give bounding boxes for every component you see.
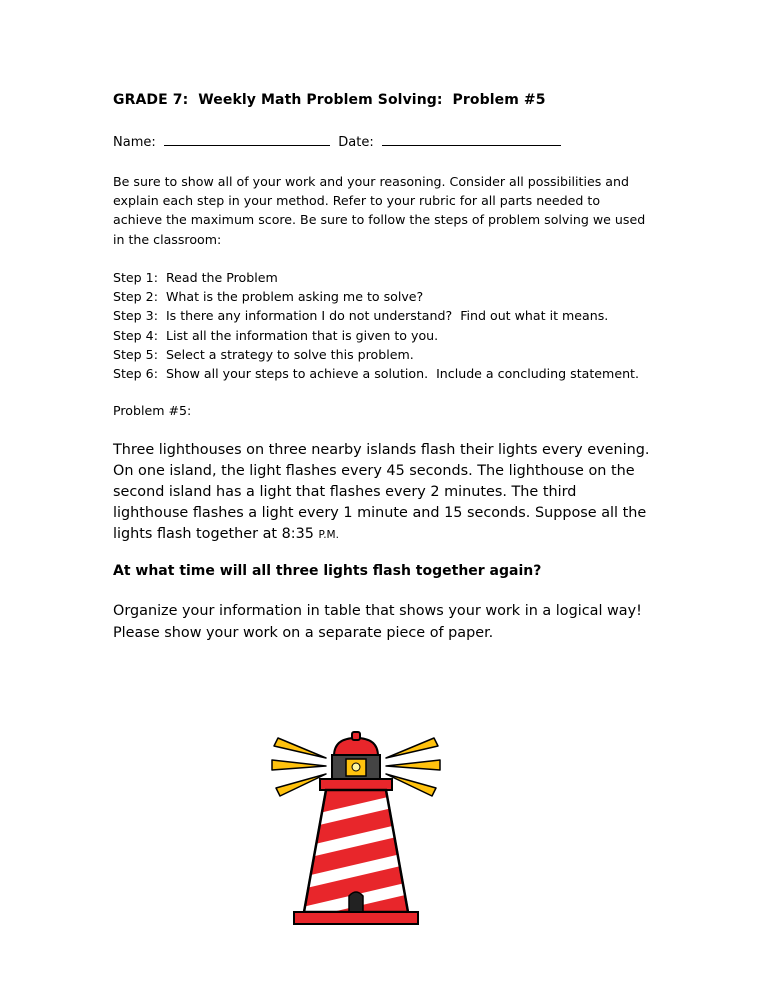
organize-instructions (113, 601, 673, 644)
page-title: GRADE 7: Weekly Math Problem Solving: Problem #5 (113, 92, 546, 108)
problem-question: At what time will all three lights flash together again? (113, 563, 542, 579)
step-6: Step 6: Show all your steps to achieve a solution. Include a concluding statement. (113, 366, 639, 382)
name-blank (164, 133, 330, 146)
lighthouse-clipart-icon (268, 730, 444, 926)
time-suffix: P.M. (318, 529, 339, 541)
step-1: Step 1: Read the Problem (113, 270, 278, 285)
step-3: Step 3: Is there any information I do not understand? Find out what it means. (113, 308, 609, 324)
step-2: Step 2: What is the problem asking me to solve? (113, 289, 424, 305)
name-label: Name: (113, 135, 156, 150)
instructions-paragraph: Be sure to show all of your work and your reasoning. Consider all possibilities and explain each step in your method. Refer to your rubric for all parts needed to achieve the maximum score. Be sure to follow the steps of problem solving we used in the classroom: (113, 174, 646, 247)
problem-body: Three lighthouses on three nearby islands flash their lights every evening. On one island, the light flashes every 45 seconds. The lighthouse on the second island has a light that flashes every 2 minutes. The third lighthouse flashes a light every 1 minute and 15 seconds. Suppose all the lights flash together at 8:35 (113, 442, 650, 542)
steps-list (113, 268, 639, 383)
problem-label: Problem #5: (113, 403, 192, 418)
date-blank (382, 133, 561, 146)
organize-line-1: Organize your information in table that shows your work in a logical way! (113, 603, 642, 619)
problem-text (113, 440, 653, 546)
step-4: Step 4: List all the information that is given to you. (113, 327, 439, 343)
date-label: Date: (338, 135, 374, 150)
organize-line-2: Please show your work on a separate piece of paper. (113, 624, 494, 641)
name-date-line (113, 133, 561, 150)
step-5: Step 5: Select a strategy to solve this problem. (113, 346, 414, 362)
